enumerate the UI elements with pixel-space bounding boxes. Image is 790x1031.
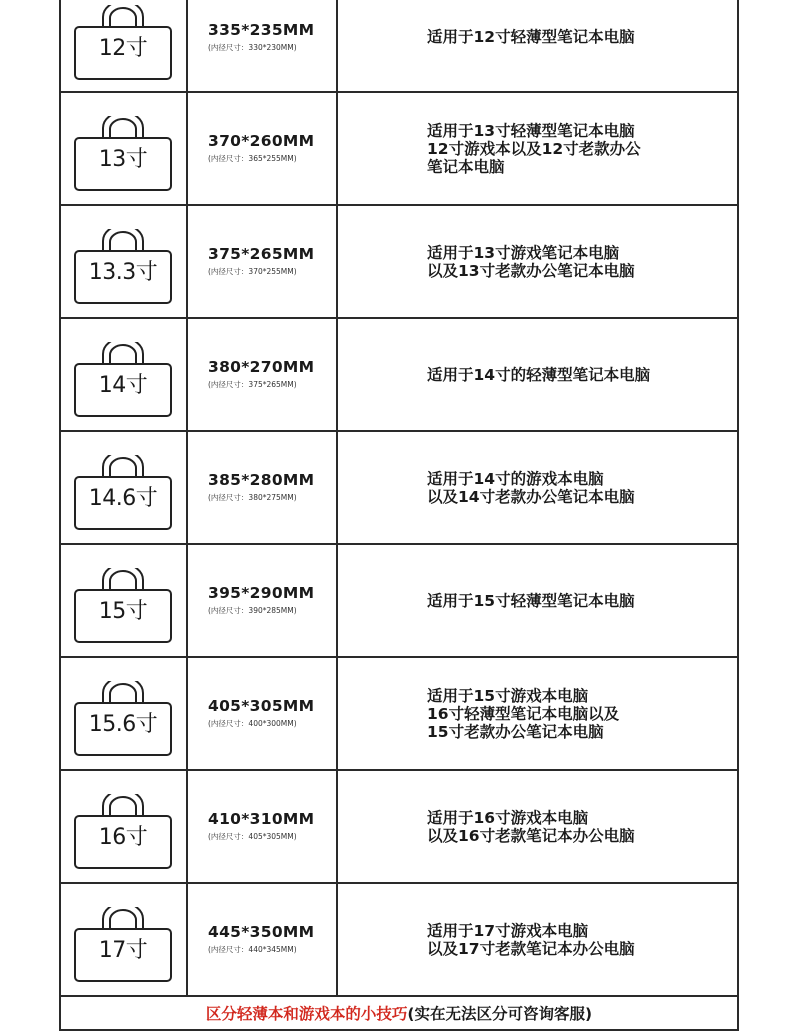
usage-line: 15寸老款办公笔记本电脑 — [427, 722, 604, 741]
usage-cell — [338, 884, 737, 995]
bag-cell — [61, 93, 188, 204]
size-cell — [188, 319, 338, 430]
inner-size: (内径尺寸：365*255MM) — [208, 154, 297, 163]
usage-cell — [338, 432, 737, 543]
table-row — [59, 545, 739, 658]
bag-cell — [61, 545, 188, 656]
usage-text — [427, 28, 635, 46]
bag-cell — [61, 0, 188, 91]
tips-note: (实在无法区分可咨询客服) — [407, 1005, 593, 1023]
usage-line: 以及17寸老款笔记本办公电脑 — [427, 939, 635, 958]
laptop-bag-icon — [73, 794, 173, 870]
bag-size-label: 12寸 — [98, 36, 148, 61]
inner-size: (内径尺寸：380*275MM) — [208, 493, 297, 502]
usage-line: 以及14寸老款办公笔记本电脑 — [427, 487, 635, 506]
usage-text — [427, 366, 650, 384]
bag-cell — [61, 771, 188, 882]
size-cell — [188, 0, 338, 91]
bag-size-label: 16寸 — [98, 825, 148, 850]
inner-size: (内径尺寸：370*255MM) — [208, 267, 297, 276]
bag-size-label: 13.3寸 — [88, 260, 158, 285]
laptop-bag-icon — [73, 907, 173, 983]
bag-size-label: 13寸 — [98, 147, 148, 172]
usage-line: 适用于17寸游戏本电脑 — [427, 921, 589, 940]
usage-cell — [338, 319, 737, 430]
usage-text — [427, 922, 635, 958]
inner-size: (内径尺寸：390*285MM) — [208, 606, 297, 615]
table-row — [59, 93, 739, 206]
size-cell — [188, 771, 338, 882]
usage-cell — [338, 0, 737, 91]
usage-line: 适用于13寸游戏笔记本电脑 — [427, 243, 620, 262]
outer-size: 405*305MM — [208, 697, 315, 715]
usage-line: 适用于12寸轻薄型笔记本电脑 — [427, 27, 635, 46]
usage-text — [427, 470, 635, 506]
laptop-bag-icon — [73, 342, 173, 418]
outer-size: 395*290MM — [208, 584, 315, 602]
usage-line: 适用于15寸游戏本电脑 — [427, 686, 589, 705]
inner-size: (内径尺寸：375*265MM) — [208, 380, 297, 389]
size-cell — [188, 658, 338, 769]
bag-cell — [61, 206, 188, 317]
usage-cell — [338, 771, 737, 882]
table-row — [59, 771, 739, 884]
inner-size: (内径尺寸：440*345MM) — [208, 945, 297, 954]
laptop-bag-icon — [73, 455, 173, 531]
usage-line: 适用于15寸轻薄型笔记本电脑 — [427, 591, 635, 610]
inner-size: (内径尺寸：400*300MM) — [208, 719, 297, 728]
usage-cell — [338, 206, 737, 317]
usage-line: 适用于13寸轻薄型笔记本电脑 — [427, 121, 635, 140]
outer-size: 385*280MM — [208, 471, 315, 489]
laptop-bag-icon — [73, 5, 173, 81]
bag-size-label: 14.6寸 — [88, 486, 158, 511]
usage-text — [427, 592, 635, 610]
bag-size-label: 14寸 — [98, 373, 148, 398]
outer-size: 375*265MM — [208, 245, 315, 263]
size-cell — [188, 206, 338, 317]
bag-cell — [61, 658, 188, 769]
usage-line: 12寸游戏本以及12寸老款办公 — [427, 139, 641, 158]
outer-size: 410*310MM — [208, 810, 315, 828]
size-cell — [188, 432, 338, 543]
usage-text — [427, 122, 641, 176]
inner-size: (内径尺寸：405*305MM) — [208, 832, 297, 841]
laptop-bag-icon — [73, 681, 173, 757]
bag-cell — [61, 319, 188, 430]
laptop-bag-icon — [73, 116, 173, 192]
outer-size: 335*235MM — [208, 21, 315, 39]
bag-size-label: 15寸 — [98, 599, 148, 624]
inner-size: (内径尺寸：330*230MM) — [208, 43, 297, 52]
usage-line: 以及16寸老款笔记本办公电脑 — [427, 826, 635, 845]
size-cell — [188, 884, 338, 995]
size-cell — [188, 93, 338, 204]
laptop-bag-icon — [73, 229, 173, 305]
table-row — [59, 884, 739, 997]
bag-size-label: 17寸 — [98, 938, 148, 963]
usage-line: 适用于14寸的游戏本电脑 — [427, 469, 604, 488]
usage-text — [427, 687, 619, 741]
usage-line: 以及13寸老款办公笔记本电脑 — [427, 261, 635, 280]
outer-size: 445*350MM — [208, 923, 315, 941]
usage-line: 适用于14寸的轻薄型笔记本电脑 — [427, 365, 651, 384]
size-table — [59, 0, 739, 997]
usage-text — [427, 244, 635, 280]
usage-cell — [338, 658, 737, 769]
usage-cell — [338, 545, 737, 656]
usage-line: 笔记本电脑 — [427, 157, 505, 176]
tips-footer — [59, 994, 739, 1031]
outer-size: 380*270MM — [208, 358, 315, 376]
table-row — [59, 206, 739, 319]
laptop-bag-icon — [73, 568, 173, 644]
table-row — [59, 319, 739, 432]
size-cell — [188, 545, 338, 656]
table-row — [59, 432, 739, 545]
usage-text — [427, 809, 635, 845]
bag-cell — [61, 432, 188, 543]
usage-line: 16寸轻薄型笔记本电脑以及 — [427, 704, 620, 723]
bag-size-label: 15.6寸 — [88, 712, 158, 737]
tips-title: 区分轻薄本和游戏本的小技巧 — [205, 1005, 408, 1023]
usage-cell — [338, 93, 737, 204]
table-row — [59, 0, 739, 93]
outer-size: 370*260MM — [208, 132, 315, 150]
bag-cell — [61, 884, 188, 995]
usage-line: 适用于16寸游戏本电脑 — [427, 808, 589, 827]
table-row — [59, 658, 739, 771]
